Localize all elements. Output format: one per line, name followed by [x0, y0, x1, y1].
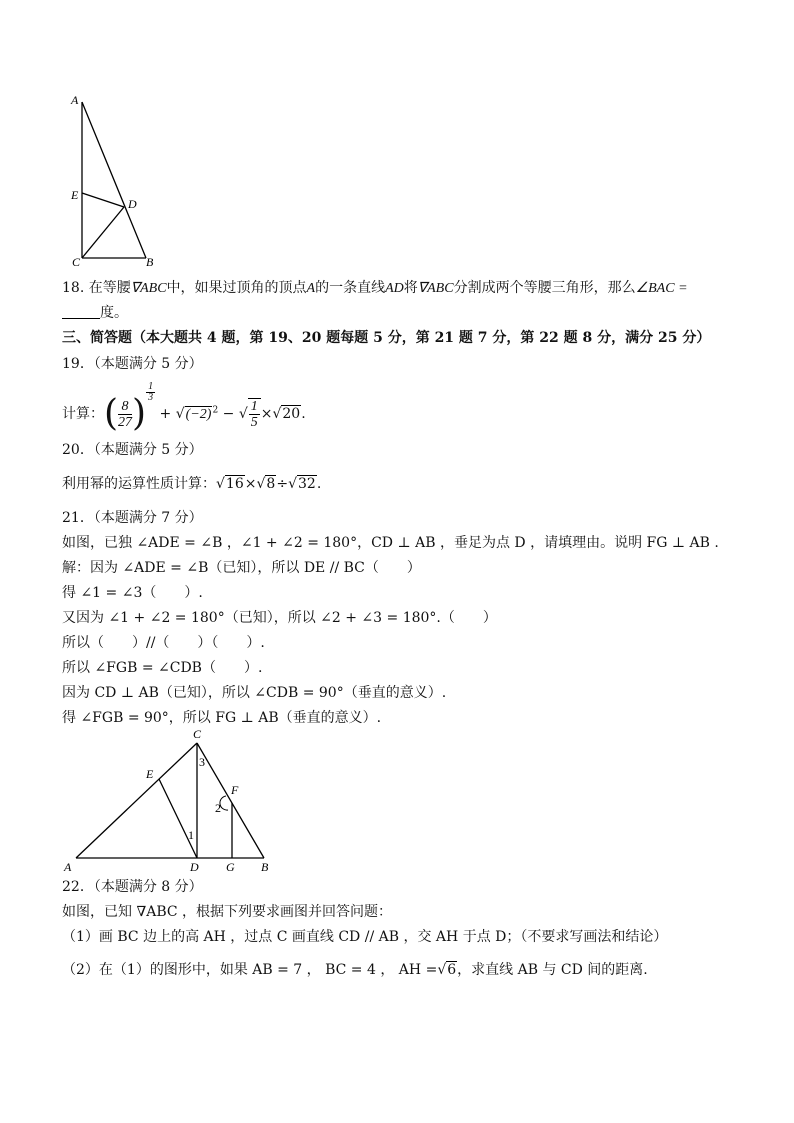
q18-triangle: ∇ABC: [130, 281, 167, 296]
label-d: D: [128, 197, 137, 211]
segment-ac: [76, 743, 197, 858]
q21-line-7: 因为 CD ⊥ AB（已知），所以 ∠CDB = 90°（垂直的意义）.: [62, 685, 447, 701]
q18-text2: 中，如果过顶角的顶点: [166, 280, 307, 296]
segment-cb: [197, 743, 264, 858]
sqrt-32: √32: [288, 476, 316, 492]
q18-text4: 将: [403, 280, 418, 296]
label-a: A: [64, 860, 72, 874]
q21-line-2: 解：因为 ∠ADE = ∠B（已知），所以 DE // BC（ ）: [62, 560, 421, 576]
q19-label: 计算：: [62, 406, 104, 422]
q22-line-3-text: （2）在（1）的图形中，如果 AB = 7 ， BC = 4 ， AH =: [62, 962, 438, 978]
q22-line-3-end: ，求直线 AB 与 CD 间的距离.: [457, 962, 648, 978]
q21-line-1: 如图，已独 ∠ADE = ∠B ，∠1 + ∠2 = 180°，CD ⊥ AB ，垂足为点 D ，请填理由。说明 FG ⊥ AB .: [62, 535, 719, 551]
q20-expression: 利用幂的运算性质计算：√16×√8÷√32.: [62, 476, 322, 492]
q21-line-8: 得 ∠FGB = 90°，所以 FG ⊥ AB（垂直的意义）.: [62, 710, 382, 726]
q21-line-3: 得 ∠1 = ∠3（ ）.: [62, 585, 203, 601]
q18-line-ad: AD: [385, 281, 404, 296]
fraction-8-27: $\frac{8}{27}$: [118, 398, 133, 430]
exponent-1-3: $\frac{1}{3}$: [148, 381, 154, 403]
label-e: E: [71, 188, 79, 202]
sqrt-16: √16: [216, 476, 244, 492]
q19-header: 19．（本题满分 5 分）: [62, 356, 203, 372]
q18-triangle2: ∇ABC: [417, 281, 454, 296]
label-g: G: [226, 860, 235, 874]
label-a: A: [71, 93, 79, 107]
segment-cd: [82, 207, 124, 258]
label-b: B: [261, 860, 269, 874]
q18-text: 18. 在等腰: [62, 280, 131, 296]
q20-header: 20．（本题满分 5 分）: [62, 442, 203, 458]
q18-blank[interactable]: [62, 304, 100, 319]
q18-angle: ∠BAC =: [635, 281, 688, 296]
segment-ed: [159, 779, 197, 858]
figure-17: [60, 90, 170, 270]
sqrt-6: √6: [437, 962, 457, 978]
q22-line-1: 如图，已知 ∇ABC ，根据下列要求画图并回答问题：: [62, 904, 393, 920]
sqrt-1-5: √ $\frac{1}{5}$: [239, 406, 261, 422]
q22-line-3: [62, 960, 648, 980]
q18-text5: 分割成两个等腰三角形，那么: [453, 280, 636, 296]
label-c: C: [193, 727, 202, 741]
q21-header: 21．（本题满分 7 分）: [62, 510, 203, 526]
sqrt-20: √20: [272, 406, 301, 422]
q21-line-6: 所以 ∠FGB = ∠CDB（ ）.: [62, 660, 263, 676]
segment-ed: [82, 193, 124, 207]
sqrt-neg2-squared: $√(-2)^2$: [175, 405, 219, 422]
q19-expression: 计算：( $\frac{8}{27}$ ) $\frac{1}{3}$ + $√(-2)^2$ − √ $\frac{1}{5}$ ×√20.: [62, 381, 306, 434]
label-angle-3: 3: [199, 755, 205, 769]
figure-21: [60, 726, 280, 876]
q18-text3: 的一条直线: [315, 280, 386, 296]
q21-line-4: 又因为 ∠1 + ∠2 = 180°（已知），所以 ∠2 + ∠3 = 180°.（ ）: [62, 610, 497, 626]
q21-line-5: 所以（ ）//（ ）（ ）.: [62, 635, 265, 651]
label-f: F: [231, 783, 239, 797]
q22-header: 22．（本题满分 8 分）: [62, 879, 203, 895]
q18-point-a: A: [306, 281, 316, 296]
label-b: B: [146, 255, 154, 269]
label-d: D: [190, 860, 199, 874]
segment-ab: [82, 102, 146, 258]
sqrt-8: √8: [256, 476, 276, 492]
q18-text6: 度。: [100, 305, 128, 321]
q18-line: [62, 278, 688, 299]
label-angle-1: 1: [188, 828, 194, 842]
q18-line2: [62, 303, 128, 323]
section-3-title: 三、简答题（本大题共 4 题，第 19、20 题每题 5 分，第 21 题 7 分，第 22 题 8 分，满分 25 分）: [62, 330, 711, 346]
label-angle-2: 2: [215, 801, 221, 815]
label-c: C: [72, 255, 81, 269]
label-e: E: [146, 767, 154, 781]
angle-2-arc: [220, 796, 228, 810]
q22-line-2: （1）画 BC 边上的高 AH ，过点 C 画直线 CD // AB ，交 AH 于点 D；（不要求写画法和结论）: [62, 929, 668, 945]
q20-label: 利用幂的运算性质计算：: [62, 476, 216, 492]
